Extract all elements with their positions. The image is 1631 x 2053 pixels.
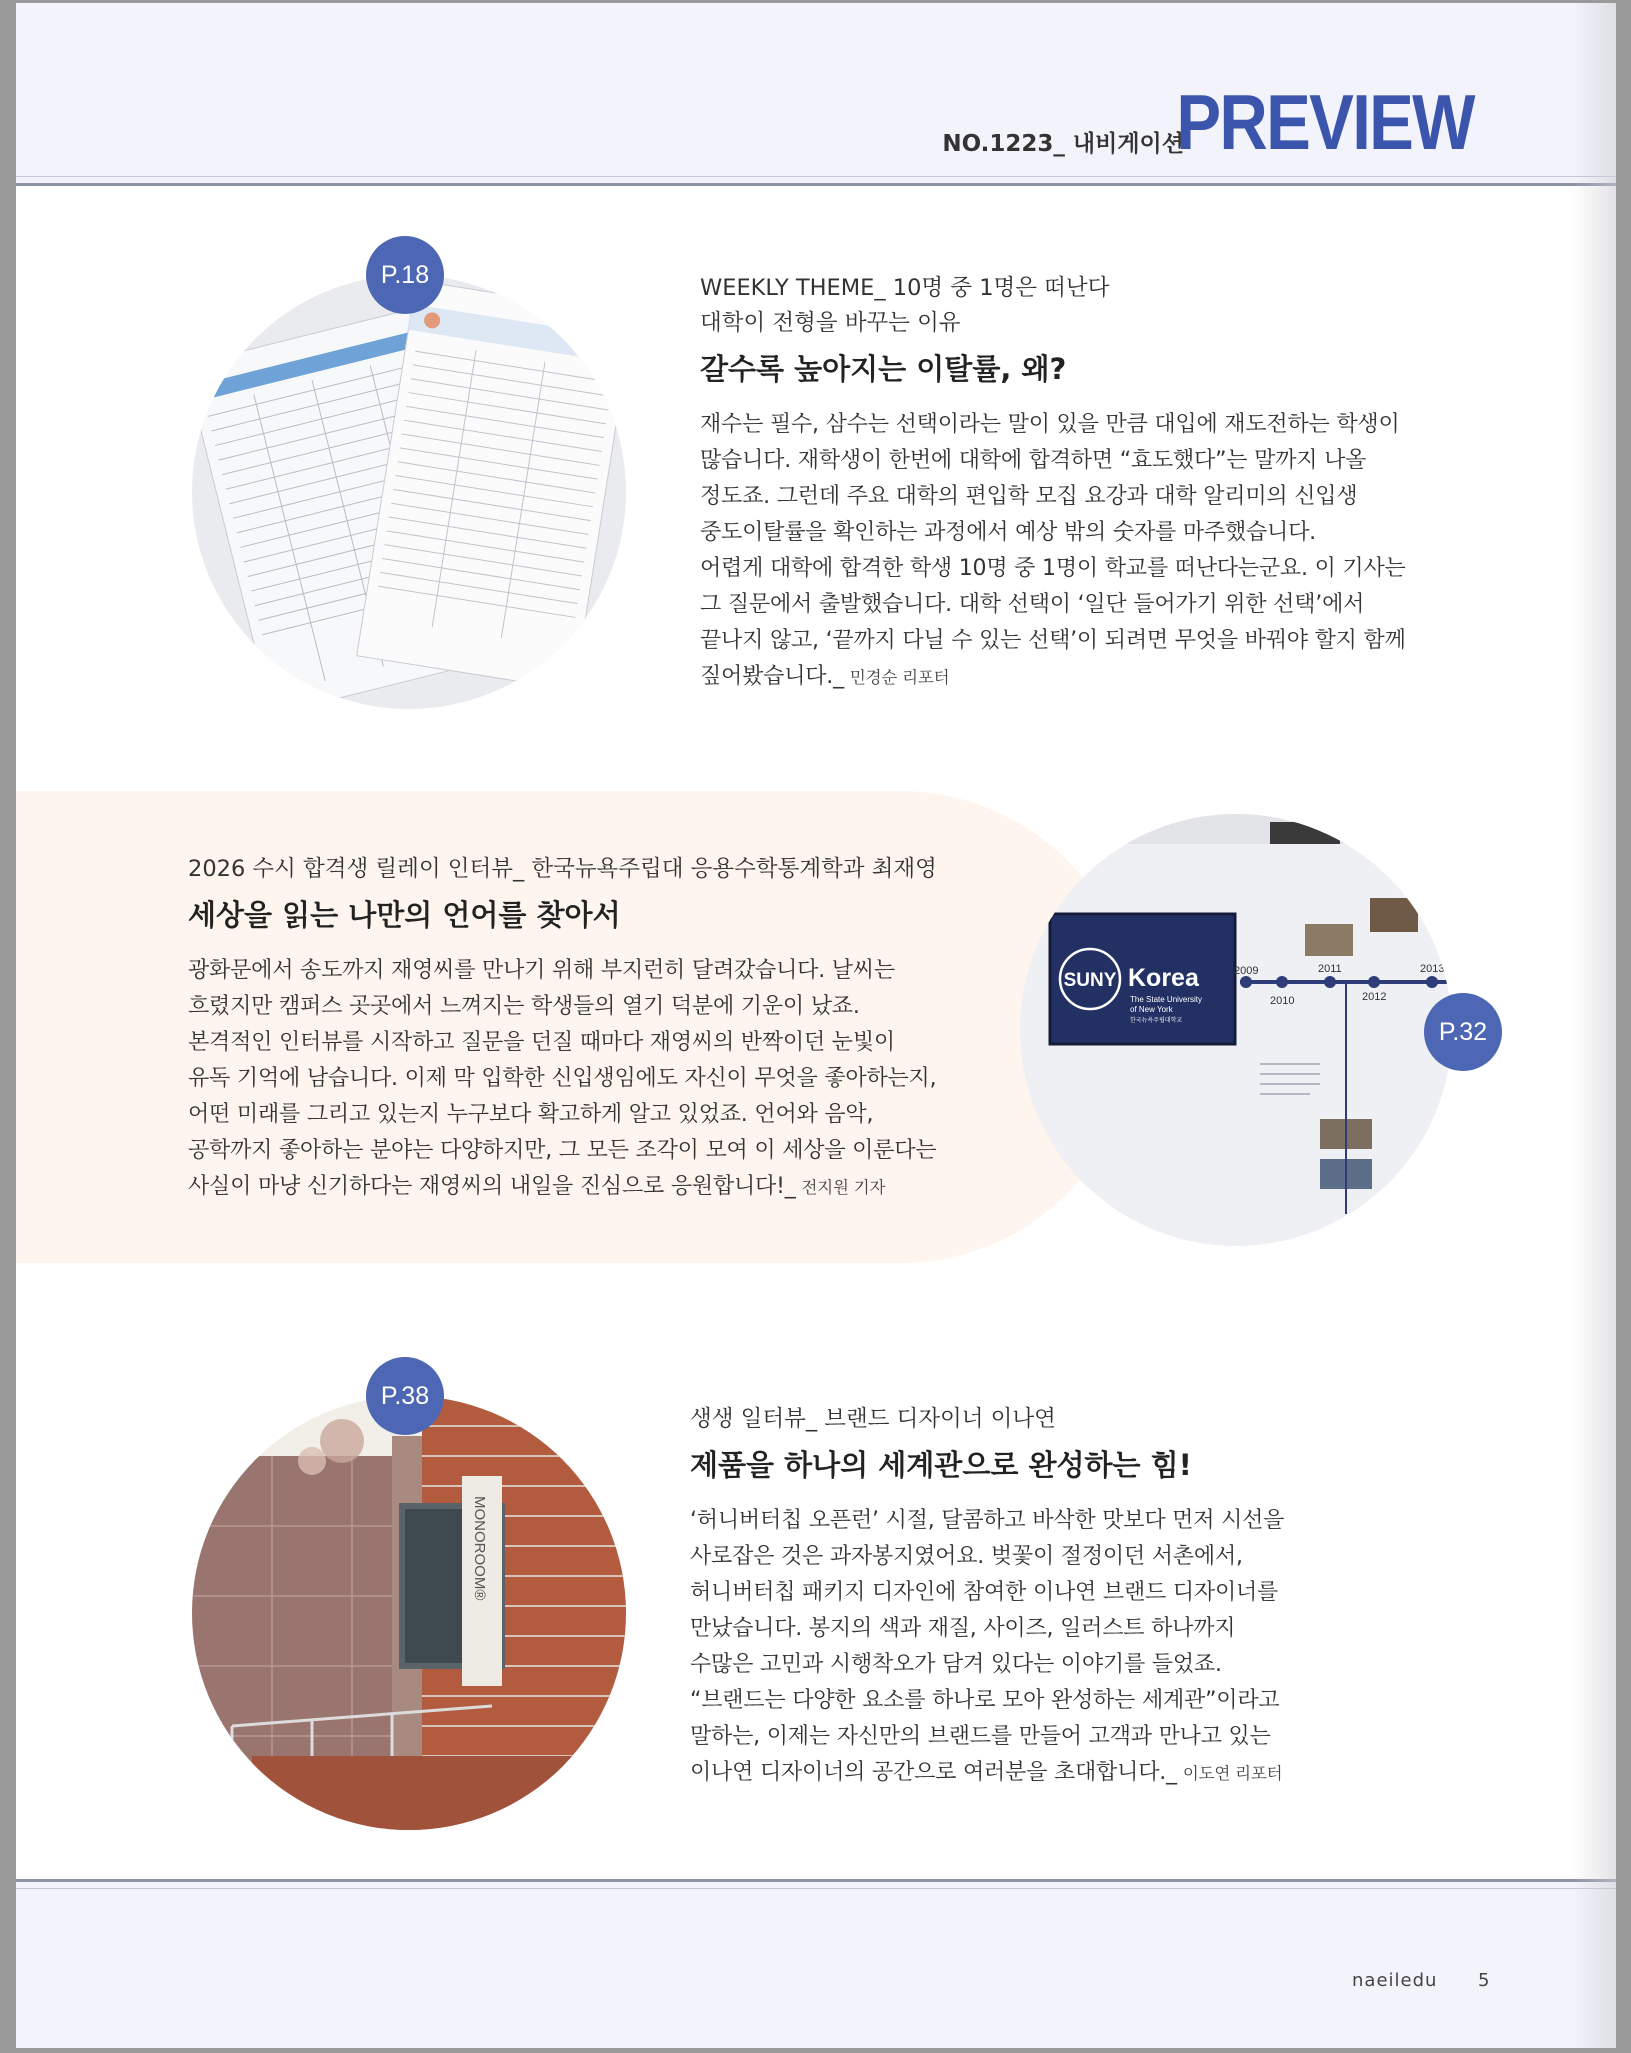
page-header — [16, 3, 1616, 186]
body-line: 중도이탈률을 확인하는 과정에서 예상 밖의 숫자를 마주했습니다. — [700, 520, 1316, 545]
sign-sub-text: 한국뉴욕주립대학교 — [1130, 1017, 1183, 1024]
article-kicker: 생생 일터뷰_ 브랜드 디자이너 이나연 — [690, 1406, 1056, 1432]
article-body — [700, 407, 1406, 696]
body-line — [188, 1169, 937, 1206]
article-kicker: WEEKLY THEME_ 10명 중 1명은 떠난다 — [700, 275, 1110, 301]
body-line: 흐렸지만 캠퍼스 곳곳에서 느껴지는 학생들의 열기 덕분에 기운이 났죠. — [188, 994, 860, 1019]
byline: 민경순 리포터 — [849, 668, 950, 687]
body-line: 공학까지 좋아하는 분야는 다양하지만, 그 모든 조각이 모여 이 세상을 이룬다는 — [188, 1138, 937, 1163]
body-line-text: 이나연 디자이너의 공간으로 여러분을 초대합니다._ — [690, 1760, 1177, 1785]
body-line-text: 짚어봤습니다._ — [700, 664, 844, 689]
body-line-text: 사실이 마냥 신기하다는 재영씨의 내일을 진심으로 응원합니다!_ — [188, 1174, 796, 1199]
publication-name: naeiledu — [1352, 1970, 1438, 1991]
sign-sub-text: The State University — [1130, 995, 1203, 1004]
banner-text: MONOROOM® — [471, 1496, 488, 1601]
page-badge-32[interactable]: P.32 — [1424, 993, 1502, 1071]
sign-name-text: Korea — [1128, 964, 1199, 992]
article-weekly-theme — [700, 271, 1406, 696]
byline: 전지원 기자 — [801, 1178, 886, 1197]
timeline-year: 2009 — [1234, 965, 1259, 977]
documents-photo — [192, 275, 626, 709]
body-line — [690, 1755, 1284, 1792]
article-kicker: 2026 수시 합격생 릴레이 인터뷰_ 한국뉴욕주립대 응용수학통계학과 최재영 — [188, 856, 937, 882]
page-footer — [16, 1879, 1616, 2048]
body-line: 광화문에서 송도까지 재영씨를 만나기 위해 부지런히 달려갔습니다. 날씨는 — [188, 958, 895, 983]
page-spine-shadow — [1572, 3, 1616, 2048]
sign-sub-text: of New York — [1130, 1005, 1173, 1014]
article-kicker: 대학이 전형을 바꾸는 이유 — [700, 310, 961, 336]
preview-title: PREVIEW — [1176, 78, 1474, 166]
body-line: ‘허니버터칩 오픈런’ 시절, 달콤하고 바삭한 맛보다 먼저 시선을 — [690, 1508, 1285, 1533]
timeline-year: 2012 — [1362, 991, 1387, 1003]
article-work-interview — [690, 1402, 1284, 1792]
body-line: 수많은 고민과 시행착오가 담겨 있다는 이야기를 들었죠. — [690, 1652, 1222, 1677]
timeline-year: 2011 — [1318, 963, 1342, 975]
timeline-year: 2013 — [1420, 963, 1445, 975]
article-title: 세상을 읽는 나만의 언어를 찾아서 — [188, 898, 621, 932]
article-body — [188, 953, 937, 1206]
body-line: 말하는, 이제는 자신만의 브랜드를 만들어 고객과 만나고 있는 — [690, 1724, 1271, 1749]
article-body — [690, 1503, 1284, 1792]
magazine-page — [16, 3, 1616, 2048]
body-line: 본격적인 인터뷰를 시작하고 질문을 던질 때마다 재영씨의 반짝이던 눈빛이 — [188, 1030, 895, 1055]
storefront-photo — [192, 1396, 626, 1830]
byline: 이도연 리포터 — [1182, 1764, 1283, 1783]
body-line: 어떤 미래를 그리고 있는지 누구보다 확고하게 알고 있었죠. 언어와 음악, — [188, 1102, 874, 1127]
body-line: 정도죠. 그런데 주요 대학의 편입학 모집 요강과 대학 알리미의 신입생 — [700, 484, 1358, 509]
article-relay-interview — [188, 852, 937, 1206]
body-line — [700, 659, 1406, 696]
body-line: “브랜드는 다양한 요소를 하나로 모아 완성하는 세계관”이라고 — [690, 1688, 1280, 1713]
body-line: 유독 기억에 남습니다. 이제 막 입학한 신입생임에도 자신이 무엇을 좋아하는지, — [188, 1066, 937, 1091]
body-line: 사로잡은 것은 과자봉지였어요. 벚꽃이 절정이던 서촌에서, — [690, 1544, 1243, 1569]
page-number: 5 — [1478, 1970, 1490, 1991]
body-line: 어렵게 대학에 합격한 학생 10명 중 1명이 학교를 떠난다는군요. 이 기사는 — [700, 556, 1406, 581]
body-line: 만났습니다. 봉지의 색과 재질, 사이즈, 일러스트 하나까지 — [690, 1616, 1236, 1641]
timeline-year: 2010 — [1270, 995, 1295, 1007]
body-line: 많습니다. 재학생이 한번에 대학에 합격하면 “효도했다”는 말까지 나올 — [700, 448, 1367, 473]
page-badge-18[interactable]: P.18 — [366, 236, 444, 314]
sign-logo-text: SUNY — [1063, 970, 1117, 991]
body-line: 재수는 필수, 삼수는 선택이라는 말이 있을 만큼 대입에 재도전하는 학생이 — [700, 412, 1400, 437]
page-badge-38[interactable]: P.38 — [366, 1357, 444, 1435]
article-title: 제품을 하나의 세계관으로 완성하는 힘! — [690, 1448, 1192, 1482]
article-title: 갈수록 높아지는 이탈률, 왜? — [700, 352, 1067, 386]
body-line: 허니버터칩 패키지 디자인에 참여한 이나연 브랜드 디자이너를 — [690, 1580, 1279, 1605]
suny-korea-photo — [1020, 814, 1452, 1246]
issue-label: NO.1223_ 내비게이션 — [942, 131, 1184, 157]
body-line: 끝나지 않고, ‘끝까지 다닐 수 있는 선택’이 되려면 무엇을 바꿔야 할지 함께 — [700, 628, 1406, 653]
body-line: 그 질문에서 출발했습니다. 대학 선택이 ‘일단 들어가기 위한 선택’에서 — [700, 592, 1365, 617]
